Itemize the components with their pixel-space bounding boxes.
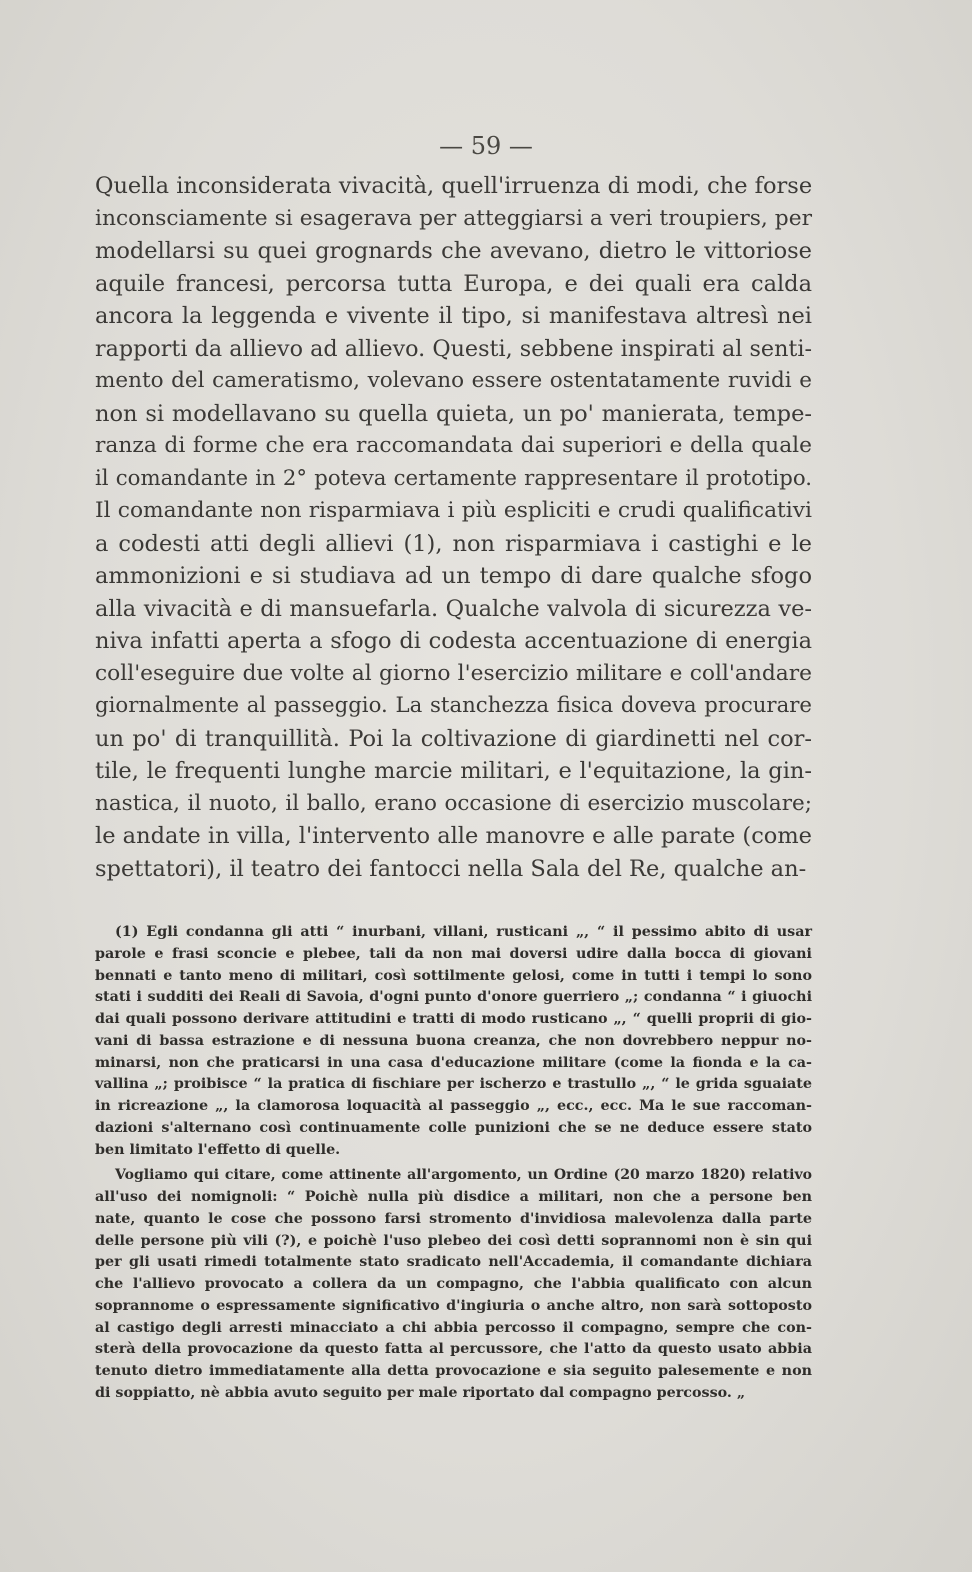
footnote-line: ben limitato l'effetto di quelle. bbox=[95, 1141, 341, 1158]
footnote-line: vallina „; proibisce “ la pratica di fischiare per ischerzo e trastullo „, “ le grida sguaiate bbox=[95, 1076, 812, 1093]
page-number: — 59 — bbox=[439, 132, 533, 160]
text-line: a codesti atti degli allievi (1), non risparmiava i castighi e le bbox=[95, 530, 812, 557]
text-line: ammonizioni e si studiava ad un tempo di dare qualche sfogo bbox=[95, 563, 812, 589]
text-line: spettatori), il teatro dei fantocci nella Sala del Re, qualche an- bbox=[95, 855, 807, 882]
footnote-line: dazioni s'alternano così continuamente colle punizioni che se ne deduce essere stato bbox=[95, 1119, 812, 1136]
text-line: tile, le frequenti lunghe marcie militari, e l'equitazione, la gin- bbox=[95, 758, 812, 784]
text-line: il comandante in 2° poteva certamente rappresentare il prototipo. bbox=[95, 465, 812, 491]
footnote-line: che l'allievo provocato a collera da un compagno, che l'abbia qualificato con alcun bbox=[95, 1276, 812, 1292]
text-line: mento del cameratismo, volevano essere ostentatamente ruvidi e bbox=[95, 368, 812, 393]
text-line: modellarsi su quei grognards che avevano, dietro le vittoriose bbox=[95, 238, 812, 264]
text-line: coll'eseguire due volte al giorno l'esercizio militare e coll'andare bbox=[95, 660, 812, 686]
text-line: giornalmente al passeggio. La stanchezza fisica doveva procurare bbox=[95, 693, 812, 718]
footnote-line: al castigo degli arresti minacciato a chi abbia percosso il compagno, sempre che con- bbox=[95, 1319, 812, 1336]
footnote-line: parole e frasi sconcie e plebee, tali da non mai doversi udire dalla bocca di giovani bbox=[95, 945, 812, 962]
footnote-line: (1) Egli condanna gli atti “ inurbani, villani, rusticani „, “ il pessimo abito di usar bbox=[115, 924, 812, 940]
text-line: le andate in villa, l'intervento alle manovre e alle parate (come bbox=[95, 823, 813, 849]
text-line: ranza di forme che era raccomandata dai superiori e della quale bbox=[95, 433, 812, 458]
footnote-line: Vogliamo qui citare, come attinente all'argomento, un Ordine (20 marzo 1820) relativo bbox=[115, 1167, 812, 1184]
text-line: un po' di tranquillità. Poi la coltivazione di giardinetti nel cor- bbox=[95, 725, 812, 752]
footnote-line: tenuto dietro immediatamente alla detta provocazione e sia seguito palesemente e non bbox=[95, 1363, 812, 1379]
footnote-line: stati i sudditi dei Reali di Savoia, d'ogni punto d'onore guerriero „; condanna “ i giuochi bbox=[95, 989, 812, 1006]
text-line: non si modellavano su quella quieta, un po' manierata, tempe- bbox=[95, 400, 812, 427]
text-line: aquile francesi, percorsa tutta Europa, e dei quali era calda bbox=[95, 270, 812, 297]
text-line: alla vivacità e di mansuefarla. Qualche valvola di sicurezza ve- bbox=[95, 595, 812, 622]
text-line: rapporti da allievo ad allievo. Questi, sebbene inspirati al senti- bbox=[95, 335, 812, 362]
footnote-line: delle persone più vili (?), e poichè l'uso plebeo dei così detti soprannomi non è sin qui bbox=[95, 1232, 812, 1249]
footnote-line: sterà della provocazione da questo fatta al percussore, che l'atto da questo usato abbia bbox=[95, 1341, 812, 1358]
footnote-line: vani di bassa estrazione e di nessuna buona creanza, che non dovrebbero neppur no- bbox=[95, 1032, 812, 1049]
footnote-line: in ricreazione „, la clamorosa loquacità al passeggio „, ecc., ecc. Ma le sue raccoman- bbox=[95, 1098, 812, 1114]
text-line: nastica, il nuoto, il ballo, erano occasione di esercizio muscolare; bbox=[95, 790, 812, 816]
text-line: ancora la leggenda e vivente il tipo, si manifestava altresì nei bbox=[95, 303, 812, 329]
footnote-line: bennati e tanto meno di militari, così sottilmente gelosi, come in tutti i tempi lo sono bbox=[95, 967, 812, 984]
footnote-line: per gli usati rimedi totalmente stato sradicato nell'Accademia, il comandante dichiara bbox=[95, 1254, 812, 1271]
text-line: Il comandante non risparmiava i più espliciti e crudi qualificativi bbox=[95, 498, 812, 523]
footnotes bbox=[95, 922, 812, 1405]
text-line: inconsciamente si esagerava per atteggiarsi a veri troupiers, per bbox=[95, 205, 812, 231]
footnote-line: nate, quanto le cose che possono farsi stromento d'invidiosa malevolenza dalla parte bbox=[95, 1210, 812, 1227]
footnote-line: minarsi, non che praticarsi in una casa d'educazione militare (come la fionda e la ca- bbox=[95, 1054, 812, 1071]
main-text bbox=[95, 170, 812, 885]
text-line: Quella inconsiderata vivacità, quell'irruenza di modi, che forse bbox=[95, 173, 813, 199]
text-line: niva infatti aperta a sfogo di codesta accentuazione di energia bbox=[95, 628, 812, 654]
footnote-line: all'uso dei nomignoli: “ Poichè nulla più disdice a militari, non che a persone ben bbox=[95, 1189, 812, 1205]
footnote-line: soprannome o espressamente significativo d'ingiuria o anche altro, non sarà sottoposto bbox=[95, 1297, 812, 1314]
footnote-line: dai quali possono derivare attitudini e tratti di modo rusticano „, “ quelli proprii di gio- bbox=[95, 1011, 812, 1027]
footnote-line: di soppiatto, nè abbia avuto seguito per male riportato dal compagno percosso. „ bbox=[95, 1384, 746, 1401]
